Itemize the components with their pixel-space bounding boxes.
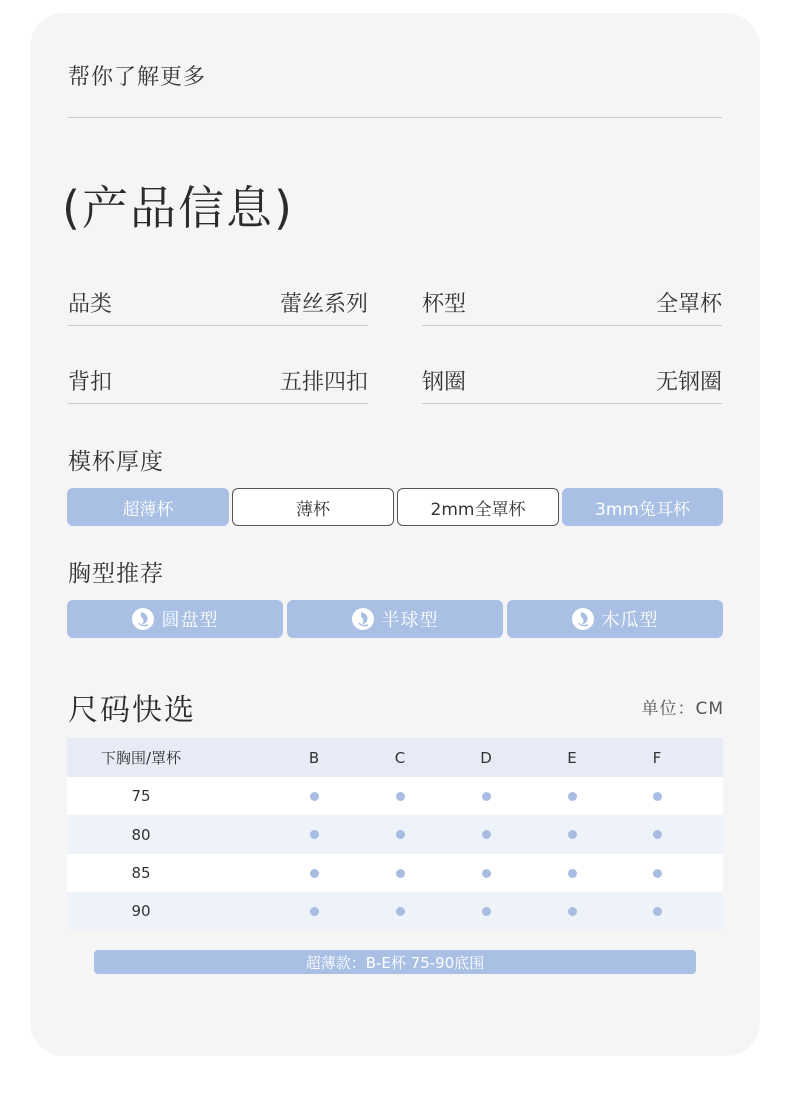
chip-2mm-full-cup[interactable]: 2mm全罩杯 bbox=[397, 488, 559, 526]
size-cell[interactable] bbox=[557, 777, 587, 815]
band-size: 85 bbox=[131, 864, 151, 882]
size-cell[interactable] bbox=[385, 815, 415, 854]
cup-thickness-title: 模杯厚度 bbox=[68, 449, 164, 475]
size-table bbox=[67, 738, 723, 930]
chip-thin-cup[interactable]: 薄杯 bbox=[232, 488, 394, 526]
info-divider bbox=[422, 325, 722, 326]
product-info-title: (产品信息) bbox=[62, 181, 294, 235]
available-dot-icon bbox=[482, 830, 491, 839]
available-dot-icon bbox=[310, 830, 319, 839]
available-dot-icon bbox=[653, 792, 662, 801]
size-cell[interactable] bbox=[385, 892, 415, 930]
available-dot-icon bbox=[653, 830, 662, 839]
table-row bbox=[67, 815, 723, 854]
size-cell[interactable] bbox=[471, 815, 501, 854]
table-body bbox=[67, 777, 723, 930]
info-label-category: 品类 bbox=[68, 292, 113, 317]
size-cell[interactable] bbox=[642, 892, 672, 930]
table-row bbox=[67, 777, 723, 815]
size-cell[interactable] bbox=[299, 892, 329, 930]
band-size: 80 bbox=[131, 825, 151, 844]
available-dot-icon bbox=[396, 792, 405, 801]
available-dot-icon bbox=[396, 907, 405, 916]
shape-option-papaya[interactable] bbox=[507, 600, 723, 638]
info-divider bbox=[68, 325, 368, 326]
table-header-row bbox=[67, 738, 723, 777]
available-dot-icon bbox=[482, 792, 491, 801]
available-dot-icon bbox=[568, 869, 577, 878]
shape-label: 木瓜型 bbox=[601, 610, 659, 631]
size-cell[interactable] bbox=[385, 854, 415, 892]
size-cell[interactable] bbox=[557, 815, 587, 854]
info-value-underwire: 无钢圈 bbox=[655, 370, 722, 395]
size-cell[interactable] bbox=[471, 892, 501, 930]
table-row bbox=[67, 892, 723, 930]
available-dot-icon bbox=[310, 792, 319, 801]
shape-label: 圆盘型 bbox=[161, 610, 219, 631]
available-dot-icon bbox=[568, 907, 577, 916]
cup-header: D bbox=[480, 748, 492, 767]
info-value-category: 蕾丝系列 bbox=[279, 292, 368, 317]
size-cell[interactable] bbox=[299, 854, 329, 892]
cup-header: E bbox=[567, 748, 577, 767]
info-divider bbox=[422, 403, 722, 404]
cup-header: F bbox=[652, 748, 662, 767]
header-title: 帮你了解更多 bbox=[68, 65, 207, 90]
breast-shape-title: 胸型推荐 bbox=[68, 561, 164, 587]
available-dot-icon bbox=[653, 907, 662, 916]
available-dot-icon bbox=[568, 792, 577, 801]
chip-3mm-bunny-ear-cup[interactable]: 3mm兔耳杯 bbox=[562, 488, 723, 526]
size-cell[interactable] bbox=[471, 777, 501, 815]
header-divider bbox=[68, 117, 722, 118]
size-cell[interactable] bbox=[642, 815, 672, 854]
size-cell[interactable] bbox=[557, 892, 587, 930]
chip-ultra-thin-cup[interactable]: 超薄杯 bbox=[67, 488, 229, 526]
available-dot-icon bbox=[568, 830, 577, 839]
info-divider bbox=[68, 403, 368, 404]
available-dot-icon bbox=[396, 830, 405, 839]
band-size: 75 bbox=[131, 787, 151, 805]
info-label-underwire: 钢圈 bbox=[422, 370, 467, 395]
size-cell[interactable] bbox=[299, 777, 329, 815]
available-dot-icon bbox=[396, 869, 405, 878]
size-note: 超薄款：B-E杯 75-90底围 bbox=[94, 950, 696, 974]
size-cell[interactable] bbox=[299, 815, 329, 854]
size-cell[interactable] bbox=[642, 777, 672, 815]
chest-profile-icon bbox=[132, 608, 154, 630]
chest-profile-icon bbox=[352, 608, 374, 630]
shape-label: 半球型 bbox=[381, 610, 439, 631]
cup-header: B bbox=[308, 748, 320, 767]
shape-option-disc[interactable] bbox=[67, 600, 283, 638]
available-dot-icon bbox=[310, 907, 319, 916]
shape-option-hemisphere[interactable] bbox=[287, 600, 503, 638]
size-cell[interactable] bbox=[471, 854, 501, 892]
info-label-cup-type: 杯型 bbox=[422, 292, 467, 317]
size-cell[interactable] bbox=[557, 854, 587, 892]
size-cell[interactable] bbox=[642, 854, 672, 892]
size-cell[interactable] bbox=[385, 777, 415, 815]
unit-label: 单位：CM bbox=[641, 699, 724, 719]
band-size: 90 bbox=[131, 902, 151, 920]
available-dot-icon bbox=[482, 869, 491, 878]
info-label-back-clasp: 背扣 bbox=[68, 370, 113, 395]
table-corner-header: 下胸围/罩杯 bbox=[100, 749, 182, 767]
info-value-back-clasp: 五排四扣 bbox=[279, 370, 368, 395]
chest-profile-icon bbox=[572, 608, 594, 630]
available-dot-icon bbox=[653, 869, 662, 878]
info-value-cup-type: 全罩杯 bbox=[655, 292, 722, 317]
cup-header: C bbox=[394, 748, 406, 767]
available-dot-icon bbox=[482, 907, 491, 916]
available-dot-icon bbox=[310, 869, 319, 878]
size-chart-title: 尺码快选 bbox=[68, 693, 196, 728]
table-row bbox=[67, 854, 723, 892]
